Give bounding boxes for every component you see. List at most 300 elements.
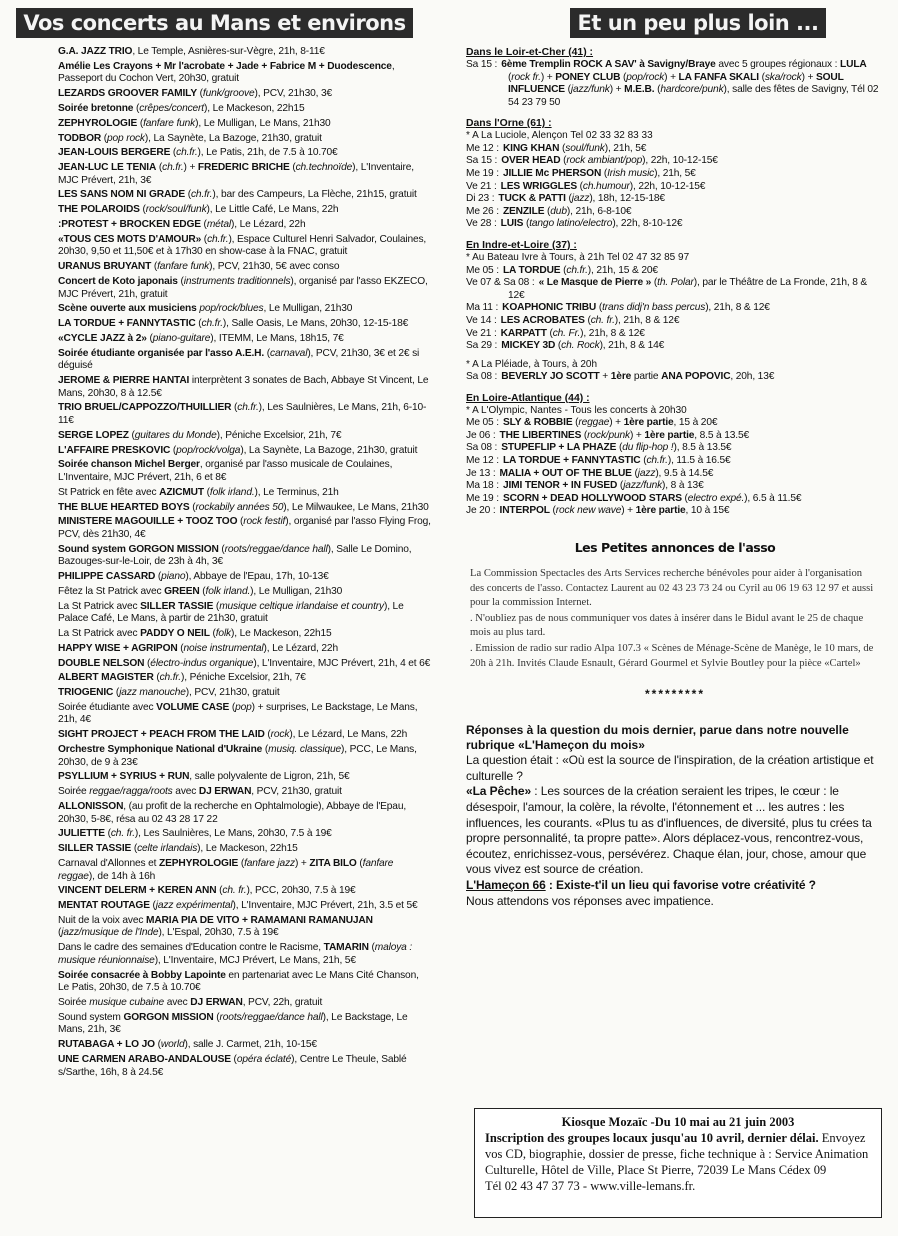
event-details: interprètent 3 sonates de Bach, Abbaye St Vincent, Le Mans, 20h30, 8 à 12.5€ xyxy=(58,375,429,399)
artist-name: ZENZILE xyxy=(502,205,545,217)
genre: rock/punk xyxy=(587,429,630,441)
concert-description xyxy=(58,430,341,441)
event-details: ), Péniche Excelsior, 21h, 7€ xyxy=(216,429,342,441)
event-details: ( xyxy=(555,340,562,352)
concert-date: Ve 28 : xyxy=(466,218,497,230)
artist-name: UNE CARMEN ARABO-ANDALOUSE xyxy=(58,1053,231,1065)
artist-name: HAPPY WISE + AGRIPON xyxy=(58,642,178,654)
event-details: ), Le Patis, 21h, de 7.5 à 10.70€ xyxy=(197,147,338,159)
event-details: ( xyxy=(617,480,624,492)
event-details: ), bar des Campeurs, La Flèche, 21h15, gratuit xyxy=(212,189,417,201)
concert-item xyxy=(14,942,432,967)
artist-name: L'AFFAIRE PRESKOVIC xyxy=(58,444,171,456)
regional-concerts-column xyxy=(466,46,884,1232)
event-details: ( xyxy=(237,516,244,528)
concert-date xyxy=(14,771,58,784)
event-details: ), organisé par l'asso EKZECO, MJC Prévert, 21h, gratuit xyxy=(58,275,428,300)
regional-concert-item xyxy=(466,493,884,506)
event-details: , 10 à 15€ xyxy=(685,505,730,517)
event-details: ( xyxy=(201,233,208,245)
concert-date xyxy=(14,204,58,217)
concert-date: Ve 07 & Sa 08 : xyxy=(466,277,535,289)
concert-date xyxy=(14,1012,58,1025)
genre: ch.fr. xyxy=(176,147,198,159)
event-details: ), 22h, 10-12-15€ xyxy=(642,155,718,167)
answer-paragraph xyxy=(466,784,884,878)
announcement-paragraph: . N'oubliez pas de nous communiquer vos dates à insérer dans le Bidul avant le 25 de chaque mois au plus tard. xyxy=(470,612,864,639)
event-details: ( xyxy=(681,492,688,504)
right-column-header: Et un peu plus loin ... xyxy=(570,8,826,38)
genre: musique cubaine xyxy=(89,996,165,1008)
event-details: La St Patrick avec xyxy=(58,627,141,639)
artist-name: Scène ouverte aux musiciens xyxy=(58,303,197,315)
artist-name: TRIO BRUEL/CAPPOZZO/THUILLIER xyxy=(58,402,232,414)
artist-name: 6ème Tremplin ROCK A SAV' xyxy=(501,59,637,70)
concert-date: Sa 08 : xyxy=(466,442,498,454)
concert-date xyxy=(14,828,58,841)
concert-date xyxy=(14,915,58,928)
concert-date: Ve 21 : xyxy=(466,180,497,192)
concert-date xyxy=(14,970,58,983)
regional-concerts-list xyxy=(466,46,884,518)
event-details: Nuit de la voix avec xyxy=(58,914,147,926)
genre: jazz expérimental xyxy=(155,900,233,912)
concert-description xyxy=(58,219,305,230)
genre: rock festif xyxy=(243,516,286,528)
event-details: ), Le Lézard, 22h xyxy=(230,219,306,230)
event-details: ( xyxy=(155,571,162,583)
artist-name: VINCENT DELERM + KEREN ANN xyxy=(58,885,217,897)
event-details: ( xyxy=(231,402,238,414)
answer-text: : Les sources de la création seraient les tripes, le cœur : le désespoir, l'amour, la colère, la révolte, l'étonnement et ... les autres : les influences, les courants. «Plus tu as d'influences, de diversité, plus tu crées ta propre personnalité, ta propre patte». Alors déplacez-vous, rencontrez-vous, écoutez, enrichissez-vous, persévérez. Chaque élan, jour, chose, amour que vous vivez est source de création. xyxy=(466,784,872,877)
concert-item xyxy=(14,858,432,883)
event-details: ), Péniche Excelsior, 21h, 7€ xyxy=(180,672,306,684)
concert-description xyxy=(58,729,407,740)
concert-description xyxy=(58,801,406,825)
genre: musiq. classique xyxy=(268,744,342,756)
concert-date xyxy=(14,744,58,757)
genre: fanfare jazz xyxy=(244,857,295,869)
event-details: ), Salle Le Domino, Bazouges-sur-le-Loir, de 23h à 4h, 3€ xyxy=(58,543,412,568)
event-details: ), Le Mulligan, Le Mans, 21h30 xyxy=(195,117,331,129)
artist-name: ZEPHYROLOGIE xyxy=(159,857,239,869)
concert-description xyxy=(58,162,414,186)
concert-description xyxy=(58,828,332,839)
concert-item xyxy=(14,162,432,187)
concert-date: Ve 21 : xyxy=(466,327,497,339)
concert-item xyxy=(14,348,432,373)
concert-date xyxy=(14,88,58,101)
event-details: ( xyxy=(523,218,530,230)
event-details: ), L'Inventaire, MJC Prévert, 21h, 3.5 et 5€ xyxy=(232,900,418,912)
event-details: ( xyxy=(146,332,153,344)
event-details: ), de 14h à 16h xyxy=(88,870,156,882)
genre: world xyxy=(160,1039,185,1051)
artist-name: Soirée bretonne xyxy=(58,102,134,114)
artist-name: ZITA BILO xyxy=(309,857,357,869)
event-details: ), PCV, 21h30, 3€ et 2€ si déguisé xyxy=(58,347,420,372)
concert-description xyxy=(58,900,418,911)
regional-concert-item xyxy=(466,143,884,156)
concert-date xyxy=(14,672,58,685)
event-details: ( xyxy=(560,264,567,276)
next-question xyxy=(466,878,884,894)
artist-name: Orchestre Symphonique National d'Ukraine xyxy=(58,744,263,756)
concert-date: Je 06 : xyxy=(466,429,496,441)
regional-concert-item xyxy=(466,417,884,430)
concert-date xyxy=(14,858,58,871)
concert-date: Sa 15 : xyxy=(466,155,498,167)
event-details: ( xyxy=(199,585,206,597)
concert-date xyxy=(14,261,58,274)
artist-name: JEROME & PIERRE HANTAI xyxy=(58,375,190,387)
concert-item xyxy=(14,333,432,346)
event-details: ), 8 à 13€ xyxy=(662,480,704,492)
concert-item xyxy=(14,1012,432,1037)
concert-date xyxy=(14,61,58,74)
next-question-text: : Existe-t'il un lieu qui favorise votre créativité ? xyxy=(545,877,816,892)
concert-description xyxy=(58,843,298,854)
concert-item xyxy=(14,702,432,727)
event-details: ) + xyxy=(801,71,816,83)
event-details: ), PCV, 21h30, gratuit xyxy=(185,687,280,699)
artist-name: OVER HEAD xyxy=(501,155,561,167)
artist-name: ALLONISSON xyxy=(58,800,124,812)
artist-name: « Le Masque de Pierre » xyxy=(538,277,652,289)
concert-item xyxy=(14,1054,432,1079)
genre: soul/funk xyxy=(565,142,605,154)
artist-name: SLY & ROBBIE xyxy=(502,417,573,429)
event-details: , Passeport du Cochon Vert, 20h30, gratuit xyxy=(58,60,395,85)
artist-name: LES ACROBATES xyxy=(500,314,585,326)
concert-item xyxy=(14,729,432,742)
artist-name: DJ ERWAN xyxy=(190,996,243,1008)
event-details: , 8.5 à 13.5€ xyxy=(694,429,749,441)
genre: pop/rock/blues xyxy=(199,303,264,315)
concert-description xyxy=(58,189,417,200)
concert-date: Me 12 : xyxy=(466,142,499,154)
artist-name: ANA POPOVIC xyxy=(661,371,731,383)
concert-date xyxy=(14,502,58,515)
artist-name: 1ère xyxy=(610,371,632,383)
concert-description xyxy=(58,261,339,272)
kiosk-contact: Tél 02 43 47 37 73 - www.ville-lemans.fr. xyxy=(485,1179,696,1193)
artist-name: BEVERLY JO SCOTT xyxy=(501,371,600,383)
event-details: St Patrick en fête avec xyxy=(58,486,160,498)
concert-date xyxy=(14,1039,58,1052)
regional-concert-item xyxy=(466,328,884,341)
event-details: ), L'Inventaire, MCJ Prévert, Le Mans, 21h, 5€ xyxy=(154,954,356,966)
concert-description xyxy=(58,333,344,344)
concert-date: Me 12 : xyxy=(466,455,499,467)
concert-date xyxy=(14,687,58,700)
concert-description xyxy=(58,1054,407,1078)
kiosk-body: Envoyez vos CD, biographie, dossier de presse, fiche technique à : Service Animation Culturelle, Hôtel de Ville, Place St Pierre, 72039 Le Mans Cédex 09 xyxy=(485,1131,869,1177)
artist-name: MALIA + OUT OF THE BLUE xyxy=(499,467,632,479)
concert-description xyxy=(58,942,412,966)
event-details: ), salle J. Carmet, 21h, 10-15€ xyxy=(184,1039,317,1051)
event-details: ), 9.5 à 14.5€ xyxy=(655,467,714,479)
event-details: ( xyxy=(104,828,111,840)
genre: ch.fr. xyxy=(646,455,668,467)
concert-item xyxy=(14,643,432,656)
event-details: ( xyxy=(113,687,120,699)
concert-description xyxy=(58,771,350,782)
event-details: ), Le Mackeson, 22h15 xyxy=(197,843,298,855)
event-details: ), 21h, 5€ xyxy=(604,142,647,154)
regional-concert-item xyxy=(466,371,884,384)
concert-date xyxy=(14,571,58,584)
event-details: ( xyxy=(101,132,107,144)
concert-date xyxy=(14,219,58,232)
concert-item xyxy=(14,204,432,217)
event-details: ), PCV, 21h30, 5€ avec conso xyxy=(209,261,340,273)
genre: Irish music xyxy=(607,168,655,180)
concert-date: Ma 18 : xyxy=(466,480,499,492)
artist-name: LA TORDUE + FANNYTASTIC xyxy=(58,318,196,330)
concert-item xyxy=(14,487,432,500)
genre: musique celtique irlandaise et country xyxy=(219,600,384,612)
event-details: ( xyxy=(508,71,512,83)
event-details: , Le Mulligan, 21h30 xyxy=(263,303,353,315)
concert-date: Sa 15 : xyxy=(466,59,498,70)
concert-date xyxy=(14,459,58,472)
concert-item xyxy=(14,318,432,331)
concert-item xyxy=(14,502,432,515)
genre: ch. fr. xyxy=(590,314,615,326)
venue-line: * A L'Olympic, Nantes - Tous les concerts à 20h30 xyxy=(466,404,687,416)
genre: roots/reggae/dance hall xyxy=(219,1011,323,1023)
concert-description xyxy=(58,445,417,456)
genre: folk irland. xyxy=(209,486,255,498)
genre: roots/reggae/dance hall xyxy=(224,543,328,555)
genre: trans didj'n bass percus xyxy=(602,302,706,314)
event-details: ) + xyxy=(629,429,645,441)
genre: ch. fr. xyxy=(222,885,247,897)
artist-name: à Savigny/Braye xyxy=(636,59,716,70)
concert-item xyxy=(14,801,432,826)
event-details: ( xyxy=(156,162,163,174)
artist-name: LA FANFA SKALI xyxy=(678,71,759,83)
event-details: avec 5 groupes régionaux : xyxy=(715,59,841,70)
artist-name: SOUL INFLUENCE xyxy=(508,71,844,96)
concert-date: Ma 11 : xyxy=(466,302,499,314)
event-details: ( xyxy=(213,1011,220,1023)
concert-date xyxy=(14,942,58,955)
event-details: ), Le Milwaukee, Le Mans, 21h30 xyxy=(283,501,429,513)
event-details: ( xyxy=(153,672,160,684)
event-details: , PCV, 22h, gratuit xyxy=(242,996,323,1008)
announcements-body xyxy=(470,567,878,671)
genre: guitares du Monde xyxy=(134,429,217,441)
event-details: ( xyxy=(209,627,216,639)
event-details: ), Le Lézard, Le Mans, 22h xyxy=(289,729,408,741)
event-details: ), 22h, 10-12-15€ xyxy=(629,180,706,192)
event-details: ( xyxy=(560,155,567,167)
concert-description xyxy=(58,628,332,639)
concert-date xyxy=(14,133,58,146)
event-details: Sound system xyxy=(58,1011,124,1023)
concert-description xyxy=(58,885,356,896)
concert-date: Di 23 : xyxy=(466,193,495,205)
artist-name: MENTAT ROUTAGE xyxy=(58,900,150,912)
artist-name: SIGHT PROJECT + PEACH FROM THE LAID xyxy=(58,729,265,741)
artist-name: JIMI TENOR + IN FUSED xyxy=(502,480,618,492)
event-details: ), PCV, 21h30, 3€ xyxy=(254,88,332,100)
genre: reggae/ragga/roots xyxy=(89,786,173,798)
artist-name: URANUS BRUYANT xyxy=(58,261,152,273)
event-details: ), organisé par l'asso Flying Frog, PCV, dès 21h30, 4€ xyxy=(58,516,431,540)
concert-item xyxy=(14,828,432,841)
concert-date xyxy=(14,147,58,160)
event-details: ( xyxy=(601,168,608,180)
artist-name: THE LIBERTINES xyxy=(499,429,582,441)
genre: ch.fr. xyxy=(159,672,181,684)
event-details: ), Les Saulnières, Le Mans, 20h30, 7.5 à 19€ xyxy=(134,828,332,840)
concert-date xyxy=(14,729,58,742)
artist-name: TAMARIN xyxy=(323,942,369,954)
concert-description xyxy=(58,1012,408,1036)
artist-name: VOLUME CASE xyxy=(156,701,230,713)
concert-item xyxy=(14,88,432,101)
concert-description xyxy=(58,133,322,144)
next-question-label: L'Hameçon 66 xyxy=(466,877,546,892)
concert-date xyxy=(14,303,58,316)
event-details: ), 11.5 à 16.5€ xyxy=(667,455,731,467)
concert-description xyxy=(58,658,430,669)
genre: tango latino/electro xyxy=(529,218,613,230)
artist-name: LULA xyxy=(840,59,867,70)
event-details: ( xyxy=(640,455,647,467)
concert-date: Me 19 : xyxy=(466,492,499,504)
concert-date: Sa 08 : xyxy=(466,371,498,383)
left-column-header: Vos concerts au Mans et environs xyxy=(16,8,413,38)
event-details: ( xyxy=(177,275,184,287)
concert-description xyxy=(58,502,429,513)
concert-date xyxy=(14,445,58,458)
event-details: Dans le cadre des semaines d'Education contre le Racisme, xyxy=(58,942,324,954)
event-details: ( xyxy=(564,84,571,96)
event-details: partie xyxy=(631,371,662,383)
concert-item xyxy=(14,658,432,671)
genre: jazz/funk xyxy=(623,480,663,492)
genre: folk irland. xyxy=(205,585,251,597)
concert-description xyxy=(58,744,417,768)
event-details: ), 8.5 à 13.5€ xyxy=(673,442,732,454)
genre: ch.fr. xyxy=(201,318,223,330)
concert-item xyxy=(14,103,432,116)
concert-item xyxy=(14,516,432,541)
artist-name: DJ ERWAN xyxy=(198,786,252,798)
concert-date xyxy=(14,586,58,599)
regional-concert-item xyxy=(466,340,884,353)
concert-date xyxy=(14,348,58,361)
genre: pop/rock/volga xyxy=(176,444,241,456)
concert-description xyxy=(58,103,304,114)
concert-date xyxy=(14,46,58,59)
venue-line: * A La Luciole, Alençon Tel 02 33 32 83 33 xyxy=(466,130,653,142)
concert-date xyxy=(14,628,58,641)
concert-item xyxy=(14,234,432,259)
artist-name: KOAPHONIC TRIBU xyxy=(502,302,597,314)
regional-concert-item xyxy=(466,480,884,493)
genre: ska/rock xyxy=(764,71,802,83)
concert-item xyxy=(14,46,432,59)
artist-name: MICKEY 3D xyxy=(501,340,556,352)
artist-name: DOUBLE NELSON xyxy=(58,657,145,669)
concert-date xyxy=(14,276,58,289)
concert-description xyxy=(58,46,325,57)
concert-date xyxy=(14,333,58,346)
artist-name: Concert de Koto japonais xyxy=(58,275,178,287)
concert-description xyxy=(58,516,431,540)
event-details: Soirée étudiante avec xyxy=(58,701,157,713)
event-details: ( xyxy=(368,942,375,954)
event-details: ( xyxy=(631,467,638,479)
event-details: ), PCC, 20h30, 7.5 à 19€ xyxy=(246,885,356,897)
concert-description xyxy=(58,571,329,582)
event-details: ( xyxy=(576,180,583,192)
concert-date xyxy=(14,189,58,202)
concert-description xyxy=(58,147,338,158)
concert-date xyxy=(14,516,58,529)
concert-description xyxy=(58,915,373,939)
concert-date xyxy=(14,487,58,500)
genre: jazz xyxy=(571,193,590,205)
genre: rock/soul/funk xyxy=(145,204,207,216)
concert-item xyxy=(14,771,432,784)
concert-item xyxy=(14,571,432,584)
question-title: Réponses à la question du mois dernier, parue dans notre nouvelle rubrique «L'Hameçon du mois» xyxy=(466,723,849,753)
concert-date: Me 19 : xyxy=(466,168,499,180)
concert-description xyxy=(58,586,342,597)
concert-item xyxy=(14,544,432,569)
concert-item xyxy=(14,459,432,484)
event-details: ) + xyxy=(294,857,310,869)
concert-item xyxy=(14,672,432,685)
event-details: ( xyxy=(131,843,138,855)
concert-description xyxy=(58,544,411,568)
event-details: ), par le Théâtre de La Fronde, 21h, 8 & 12€ xyxy=(508,277,868,301)
event-details: ( xyxy=(559,142,566,154)
event-details: ) + xyxy=(621,505,636,517)
regional-concert-item xyxy=(466,59,884,109)
genre: rock fr. xyxy=(511,71,541,83)
regional-concert-item xyxy=(466,505,884,518)
event-details: ), Salle Oasis, Le Mans, 20h30, 12-15-18€ xyxy=(222,318,409,330)
event-details: ( xyxy=(596,302,603,314)
event-details: ), Le Mackeson, 22h15 xyxy=(231,627,332,639)
genre: opéra éclaté xyxy=(236,1053,292,1065)
event-details: ) + xyxy=(664,71,679,83)
concert-date xyxy=(14,1054,58,1067)
regional-concert-item xyxy=(466,181,884,194)
event-details: ), Le Lézard, 22h xyxy=(263,642,338,654)
event-details: , salle polyvalente de Ligron, 21h, 5€ xyxy=(189,771,350,783)
event-details: ) + xyxy=(540,71,556,83)
venue-line: * Au Bateau Ivre à Tours, à 21h Tel 02 47 32 85 97 xyxy=(466,252,690,264)
event-details: ), Le Terminus, 21h xyxy=(254,486,339,498)
artist-name: JILLIE Mc PHERSON xyxy=(502,168,602,180)
concert-date: Ve 14 : xyxy=(466,314,497,326)
concert-item xyxy=(14,744,432,769)
concert-date xyxy=(14,103,58,116)
artist-name: SERGE LOPEZ xyxy=(58,429,129,441)
artist-name: M.E.B. xyxy=(624,84,655,96)
concert-date xyxy=(14,375,58,388)
regional-concert-item xyxy=(466,206,884,219)
event-details: ( xyxy=(58,927,62,939)
